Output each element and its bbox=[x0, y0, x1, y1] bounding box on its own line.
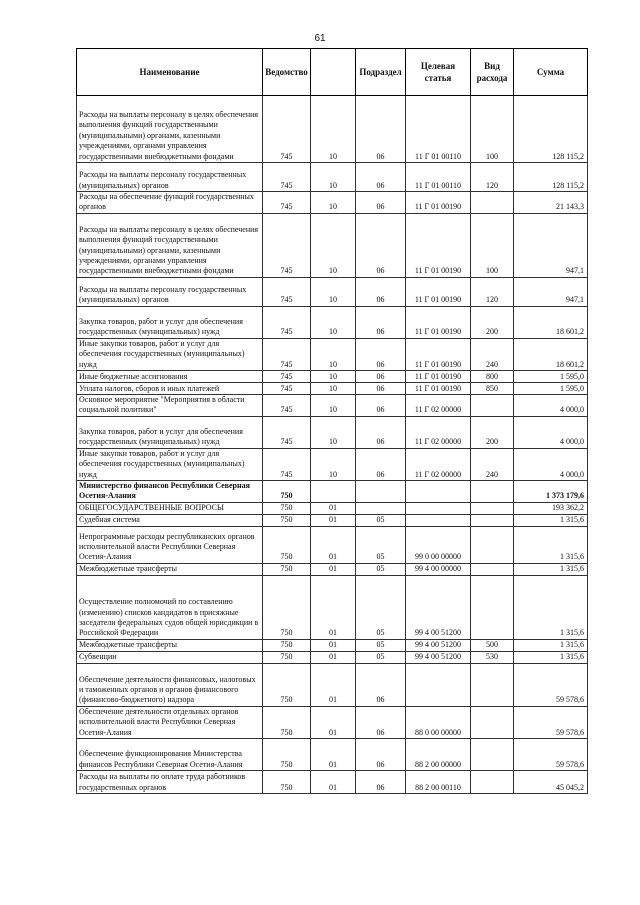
row-amount: 1 315,6 bbox=[514, 526, 588, 563]
row-target-item: 11 Г 01 00190 bbox=[406, 338, 471, 370]
row-section: 10 bbox=[311, 416, 356, 448]
row-department: 745 bbox=[263, 383, 311, 395]
header-department: Ведомство bbox=[263, 49, 311, 96]
row-expense-type: 240 bbox=[471, 338, 514, 370]
row-name: Непрограммные расходы республиканских органов исполнительной власти Республики Северная Осетия-Алания bbox=[77, 526, 263, 563]
row-section: 01 bbox=[311, 526, 356, 563]
row-expense-type: 120 bbox=[471, 163, 514, 192]
row-name: Иные закупки товаров, работ и услуг для обеспечения государственных (муниципальных) нужд bbox=[77, 448, 263, 480]
page-number: 61 bbox=[314, 33, 326, 44]
row-department: 750 bbox=[263, 526, 311, 563]
row-expense-type: 530 bbox=[471, 651, 514, 663]
row-subsection: 06 bbox=[356, 277, 406, 306]
row-expense-type bbox=[471, 663, 514, 706]
row-section: 10 bbox=[311, 277, 356, 306]
row-subsection: 06 bbox=[356, 383, 406, 395]
row-target-item: 11 Г 01 00190 bbox=[406, 306, 471, 338]
row-expense-type bbox=[471, 514, 514, 526]
row-expense-type bbox=[471, 502, 514, 514]
row-amount: 1 315,6 bbox=[514, 651, 588, 663]
row-expense-type bbox=[471, 526, 514, 563]
row-target-item: 11 Г 02 00000 bbox=[406, 416, 471, 448]
row-amount: 1 373 179,6 bbox=[514, 481, 588, 503]
header-expense-type: Вид расхода bbox=[471, 49, 514, 96]
row-target-item: 11 Г 01 00110 bbox=[406, 96, 471, 163]
row-amount: 1 315,6 bbox=[514, 514, 588, 526]
row-amount: 4 000,0 bbox=[514, 395, 588, 417]
row-expense-type bbox=[471, 563, 514, 575]
row-department: 750 bbox=[263, 563, 311, 575]
row-name: Иные бюджетные ассигнования bbox=[77, 371, 263, 383]
row-name: Судебная система bbox=[77, 514, 263, 526]
row-target-item: 99 4 00 51200 bbox=[406, 639, 471, 651]
row-amount: 1 315,6 bbox=[514, 639, 588, 651]
row-expense-type: 100 bbox=[471, 213, 514, 277]
row-expense-type bbox=[471, 481, 514, 503]
row-amount: 21 143,3 bbox=[514, 192, 588, 214]
row-section: 01 bbox=[311, 651, 356, 663]
table-row bbox=[77, 502, 588, 514]
row-subsection: 06 bbox=[356, 448, 406, 480]
row-expense-type: 200 bbox=[471, 416, 514, 448]
row-name: Министерство финансов Республики Северная Осетия-Алания bbox=[77, 481, 263, 503]
row-subsection: 06 bbox=[356, 706, 406, 738]
row-target-item: 11 Г 02 00000 bbox=[406, 448, 471, 480]
table-row bbox=[77, 526, 588, 563]
table-row bbox=[77, 383, 588, 395]
row-section: 10 bbox=[311, 383, 356, 395]
row-section: 10 bbox=[311, 448, 356, 480]
table-row bbox=[77, 639, 588, 651]
row-section: 10 bbox=[311, 395, 356, 417]
row-department: 750 bbox=[263, 771, 311, 794]
row-expense-type bbox=[471, 771, 514, 794]
row-section: 01 bbox=[311, 502, 356, 514]
row-expense-type bbox=[471, 575, 514, 639]
header-amount: Сумма bbox=[514, 49, 588, 96]
row-subsection bbox=[356, 481, 406, 503]
row-amount: 59 578,6 bbox=[514, 663, 588, 706]
row-section: 01 bbox=[311, 706, 356, 738]
row-department: 750 bbox=[263, 663, 311, 706]
row-name: Основное мероприятие "Мероприятия в области социальной политики" bbox=[77, 395, 263, 417]
row-subsection: 06 bbox=[356, 192, 406, 214]
row-name: Субвенции bbox=[77, 651, 263, 663]
row-expense-type: 850 bbox=[471, 383, 514, 395]
row-department: 750 bbox=[263, 514, 311, 526]
table-row bbox=[77, 706, 588, 738]
row-department: 750 bbox=[263, 481, 311, 503]
row-amount: 947,1 bbox=[514, 277, 588, 306]
row-department: 745 bbox=[263, 448, 311, 480]
row-target-item: 11 Г 01 00190 bbox=[406, 192, 471, 214]
row-target-item: 11 Г 01 00190 bbox=[406, 371, 471, 383]
row-department: 745 bbox=[263, 338, 311, 370]
row-expense-type: 240 bbox=[471, 448, 514, 480]
row-name: Осуществление полномочий по составлению (изменению) списков кандидатов в присяжные заседатели федеральных судов общей юрисдикции в Российской Федерации bbox=[77, 575, 263, 639]
row-subsection: 05 bbox=[356, 563, 406, 575]
row-amount: 4 000,0 bbox=[514, 416, 588, 448]
row-name: Расходы на выплаты персоналу государственных (муниципальных) органов bbox=[77, 277, 263, 306]
table-row bbox=[77, 663, 588, 706]
row-name: Расходы на выплаты персоналу государственных (муниципальных) органов bbox=[77, 163, 263, 192]
row-amount: 18 601,2 bbox=[514, 306, 588, 338]
row-subsection: 05 bbox=[356, 651, 406, 663]
table-row bbox=[77, 651, 588, 663]
row-expense-type: 800 bbox=[471, 371, 514, 383]
row-target-item: 99 0 00 00000 bbox=[406, 526, 471, 563]
row-department: 745 bbox=[263, 213, 311, 277]
row-target-item: 11 Г 01 00190 bbox=[406, 213, 471, 277]
row-subsection: 06 bbox=[356, 96, 406, 163]
header-target-item: Целевая статья bbox=[406, 49, 471, 96]
row-amount: 947,1 bbox=[514, 213, 588, 277]
row-department: 750 bbox=[263, 639, 311, 651]
row-department: 745 bbox=[263, 96, 311, 163]
row-subsection: 06 bbox=[356, 338, 406, 370]
row-name: Иные закупки товаров, работ и услуг для обеспечения государственных (муниципальных) нужд bbox=[77, 338, 263, 370]
row-section: 01 bbox=[311, 771, 356, 794]
table-row bbox=[77, 575, 588, 639]
row-subsection: 06 bbox=[356, 739, 406, 771]
row-amount: 128 115,2 bbox=[514, 163, 588, 192]
row-target-item: 11 Г 01 00110 bbox=[406, 163, 471, 192]
row-subsection bbox=[356, 502, 406, 514]
row-target-item: 99 4 00 51200 bbox=[406, 575, 471, 639]
row-target-item bbox=[406, 502, 471, 514]
row-name: Расходы на выплаты по оплате труда работников государственных органов bbox=[77, 771, 263, 794]
row-target-item: 11 Г 01 00190 bbox=[406, 383, 471, 395]
row-amount: 45 045,2 bbox=[514, 771, 588, 794]
table-row bbox=[77, 338, 588, 370]
row-amount: 4 000,0 bbox=[514, 448, 588, 480]
row-amount: 59 578,6 bbox=[514, 739, 588, 771]
table-row bbox=[77, 213, 588, 277]
row-expense-type: 120 bbox=[471, 277, 514, 306]
row-expense-type bbox=[471, 192, 514, 214]
budget-table bbox=[76, 48, 588, 794]
row-target-item bbox=[406, 481, 471, 503]
row-section: 10 bbox=[311, 371, 356, 383]
row-department: 745 bbox=[263, 277, 311, 306]
row-department: 750 bbox=[263, 706, 311, 738]
row-target-item: 88 2 00 00000 bbox=[406, 739, 471, 771]
row-name: Уплата налогов, сборов и иных платежей bbox=[77, 383, 263, 395]
table-row bbox=[77, 395, 588, 417]
row-amount: 1 595,0 bbox=[514, 371, 588, 383]
row-target-item: 88 0 00 00000 bbox=[406, 706, 471, 738]
row-department: 750 bbox=[263, 575, 311, 639]
row-subsection: 06 bbox=[356, 771, 406, 794]
row-name: ОБЩЕГОСУДАРСТВЕННЫЕ ВОПРОСЫ bbox=[77, 502, 263, 514]
row-expense-type bbox=[471, 395, 514, 417]
row-name: Межбюджетные трансферты bbox=[77, 563, 263, 575]
row-subsection: 06 bbox=[356, 371, 406, 383]
table-row bbox=[77, 563, 588, 575]
table-row bbox=[77, 306, 588, 338]
table-row bbox=[77, 192, 588, 214]
row-expense-type bbox=[471, 739, 514, 771]
row-target-item: 99 4 00 00000 bbox=[406, 563, 471, 575]
table-row bbox=[77, 514, 588, 526]
row-section: 10 bbox=[311, 192, 356, 214]
row-amount: 18 601,2 bbox=[514, 338, 588, 370]
row-amount: 59 578,6 bbox=[514, 706, 588, 738]
table-row bbox=[77, 448, 588, 480]
row-target-item bbox=[406, 663, 471, 706]
row-subsection: 06 bbox=[356, 663, 406, 706]
row-subsection: 06 bbox=[356, 416, 406, 448]
row-subsection: 05 bbox=[356, 526, 406, 563]
row-target-item: 11 Г 01 00190 bbox=[406, 277, 471, 306]
row-name: Обеспечение деятельности отдельных органов исполнительной власти Республики Северная Осетия-Алания bbox=[77, 706, 263, 738]
row-section: 01 bbox=[311, 575, 356, 639]
row-section: 01 bbox=[311, 639, 356, 651]
row-amount: 1 315,6 bbox=[514, 575, 588, 639]
row-amount: 193 362,2 bbox=[514, 502, 588, 514]
row-department: 745 bbox=[263, 395, 311, 417]
row-target-item: 88 2 00 00110 bbox=[406, 771, 471, 794]
row-expense-type bbox=[471, 706, 514, 738]
row-section: 01 bbox=[311, 514, 356, 526]
row-subsection: 06 bbox=[356, 213, 406, 277]
row-section: 10 bbox=[311, 306, 356, 338]
table-row bbox=[77, 96, 588, 163]
row-subsection: 05 bbox=[356, 575, 406, 639]
row-name: Обеспечение функционирования Министерства финансов Республики Северная Осетия-Алания bbox=[77, 739, 263, 771]
row-department: 745 bbox=[263, 371, 311, 383]
row-section: 10 bbox=[311, 163, 356, 192]
row-subsection: 05 bbox=[356, 639, 406, 651]
row-amount: 128 115,2 bbox=[514, 96, 588, 163]
row-department: 750 bbox=[263, 651, 311, 663]
row-department: 745 bbox=[263, 306, 311, 338]
row-amount: 1 315,6 bbox=[514, 563, 588, 575]
row-name: Закупка товаров, работ и услуг для обеспечения государственных (муниципальных) нужд bbox=[77, 306, 263, 338]
row-department: 750 bbox=[263, 739, 311, 771]
row-name: Расходы на обеспечение функций государственных органов bbox=[77, 192, 263, 214]
row-subsection: 06 bbox=[356, 306, 406, 338]
row-department: 745 bbox=[263, 416, 311, 448]
table-row bbox=[77, 371, 588, 383]
row-expense-type: 200 bbox=[471, 306, 514, 338]
row-target-item: 11 Г 02 00000 bbox=[406, 395, 471, 417]
table-row bbox=[77, 739, 588, 771]
table-row bbox=[77, 771, 588, 794]
row-name: Расходы на выплаты персоналу в целях обеспечения выполнения функций государственными (муниципальными) органами, казенными учреждениями, органами управления государственными внебюджетными фондами bbox=[77, 96, 263, 163]
header-row bbox=[77, 49, 588, 96]
header-section bbox=[311, 49, 356, 96]
row-target-item bbox=[406, 514, 471, 526]
row-name: Расходы на выплаты персоналу в целях обеспечения выполнения функций государственными (муниципальными) органами, казенными учреждениями, органами управления государственными внебюджетными фондами bbox=[77, 213, 263, 277]
row-subsection: 06 bbox=[356, 163, 406, 192]
row-name: Межбюджетные трансферты bbox=[77, 639, 263, 651]
row-expense-type: 100 bbox=[471, 96, 514, 163]
row-section: 01 bbox=[311, 563, 356, 575]
table-row bbox=[77, 277, 588, 306]
header-subsection: Подраздел bbox=[356, 49, 406, 96]
row-department: 750 bbox=[263, 502, 311, 514]
row-name: Обеспечение деятельности финансовых, налоговых и таможенных органов и органов финансового (финансово-бюджетного) надзора bbox=[77, 663, 263, 706]
row-department: 745 bbox=[263, 192, 311, 214]
row-section: 01 bbox=[311, 739, 356, 771]
table-row bbox=[77, 481, 588, 503]
row-target-item: 99 4 00 51200 bbox=[406, 651, 471, 663]
table-row bbox=[77, 163, 588, 192]
row-amount: 1 595,0 bbox=[514, 383, 588, 395]
row-department: 745 bbox=[263, 163, 311, 192]
table-row bbox=[77, 416, 588, 448]
row-subsection: 06 bbox=[356, 395, 406, 417]
row-subsection: 05 bbox=[356, 514, 406, 526]
row-section bbox=[311, 481, 356, 503]
row-section: 10 bbox=[311, 96, 356, 163]
row-name: Закупка товаров, работ и услуг для обеспечения государственных (муниципальных) нужд bbox=[77, 416, 263, 448]
header-name: Наименование bbox=[77, 49, 263, 96]
row-expense-type: 500 bbox=[471, 639, 514, 651]
row-section: 10 bbox=[311, 338, 356, 370]
row-section: 01 bbox=[311, 663, 356, 706]
row-section: 10 bbox=[311, 213, 356, 277]
